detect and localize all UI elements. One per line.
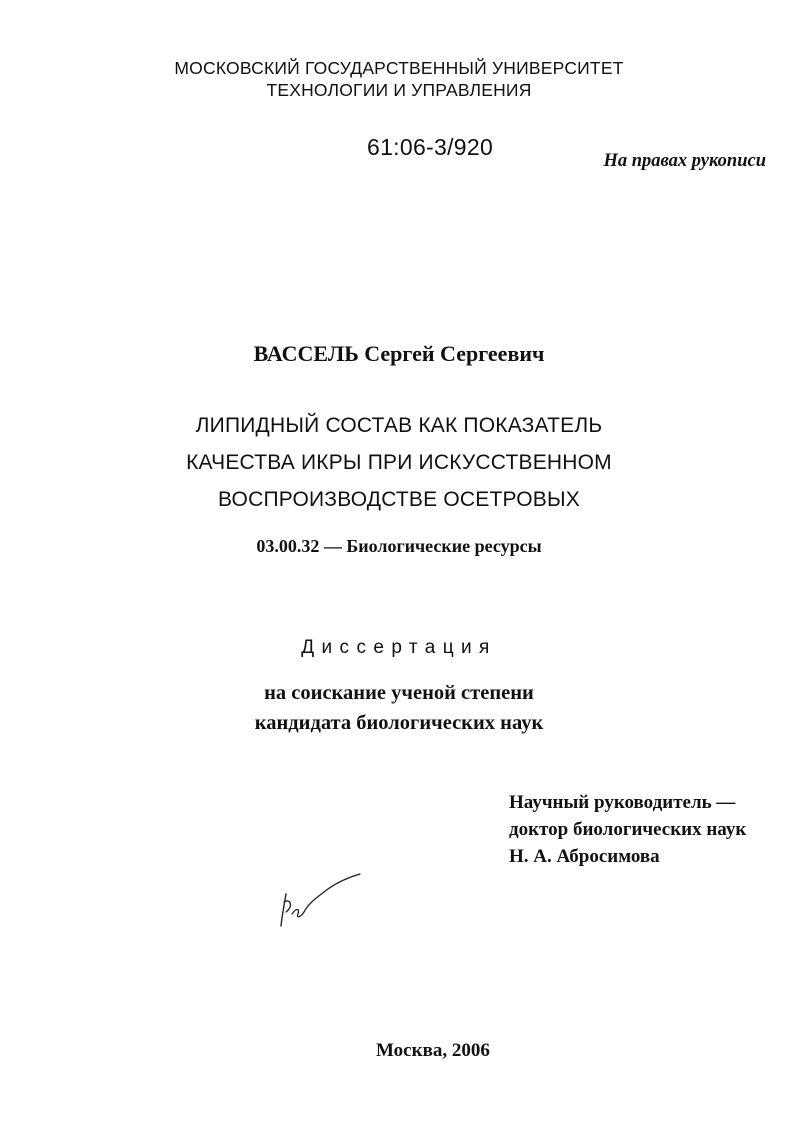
supervisor-block: [509, 789, 746, 870]
author-name: ВАССЕЛЬ Сергей Сергеевич: [253, 341, 545, 366]
thesis-title-line: КАЧЕСТВА ИКРЫ ПРИ ИСКУССТВЕННОМ: [186, 451, 612, 474]
thesis-title-line: ЛИПИДНЫЙ СОСТАВ КАК ПОКАЗАТЕЛЬ: [195, 414, 603, 437]
degree-line: на соискание ученой степени: [264, 682, 534, 704]
thesis-title-line: ВОСПРОИЗВОДСТВЕ ОСЕТРОВЫХ: [218, 488, 580, 511]
supervisor-line: Научный руководитель —: [509, 792, 736, 813]
university-name-line-2: ТЕХНОЛОГИИ И УПРАВЛЕНИЯ: [266, 80, 532, 100]
catalog-number: 61:06-3/920: [367, 134, 494, 160]
rights-note: На правах рукописи: [603, 151, 766, 171]
degree-line: кандидата биологических наук: [254, 712, 544, 734]
supervisor-line: Н. А. Абросимова: [509, 846, 660, 867]
degree-statement: [0, 678, 798, 738]
document-type: Диссертация: [301, 637, 497, 658]
university-name-line-1: МОСКОВСКИЙ ГОСУДАРСТВЕННЫЙ УНИВЕРСИТЕТ: [174, 58, 624, 78]
specialty-code: 03.00.32 — Биологические ресурсы: [256, 536, 542, 556]
handwritten-signature: [270, 868, 370, 938]
supervisor-line: доктор биологических наук: [509, 819, 747, 840]
thesis-title: [0, 407, 798, 518]
city-year: Москва, 2006: [376, 1040, 490, 1061]
